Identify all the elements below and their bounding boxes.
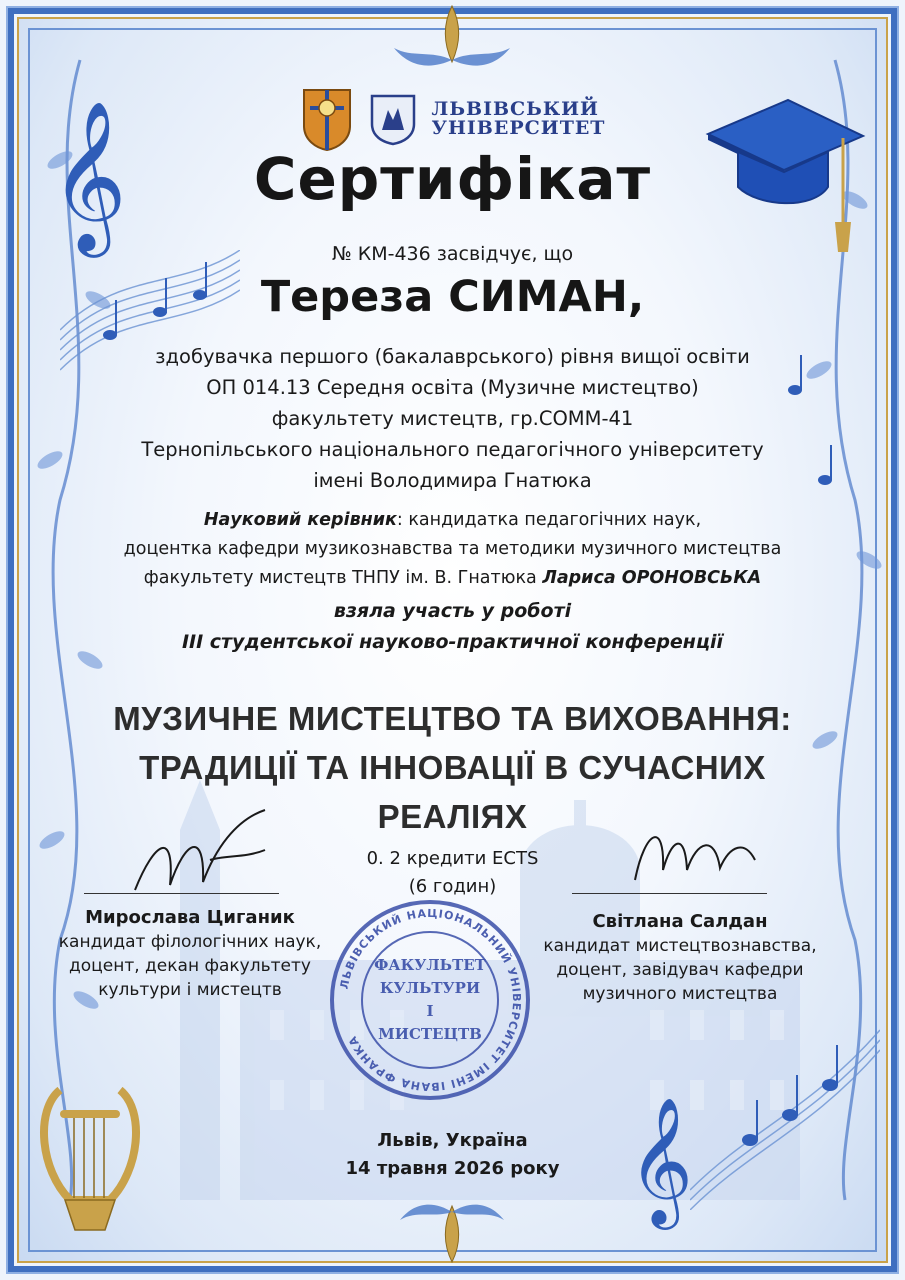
certificate-number: № КМ-436 засвідчує, що <box>331 243 574 265</box>
signer-name: Світлана Салдан <box>592 911 768 932</box>
supervisor-block <box>0 506 905 593</box>
signer-name: Мирослава Циганик <box>85 907 295 928</box>
university-crest-icon <box>300 86 354 152</box>
recipient-name: Тереза СИМАН, <box>260 272 645 322</box>
signature-right <box>605 800 775 905</box>
signature-line-right <box>572 893 767 894</box>
description-line: ОП 014.13 Середня освіта (Музичне мистецтво) <box>206 376 699 399</box>
university-name-line2: УНІВЕРСИТЕТ <box>431 117 606 139</box>
supervisor-line1 <box>0 506 905 535</box>
conference-title-line: МУЗИЧНЕ МИСТЕЦТВО ТА ВИХОВАННЯ: <box>113 700 792 737</box>
treble-clef-icon: 𝄞 <box>50 99 127 251</box>
recipient-description <box>0 341 905 496</box>
signer-title-line: доцент, декан факультету <box>69 956 311 976</box>
supervisor-line2: доцентка кафедри музикознавства та методики музичного мистецтва <box>123 539 782 559</box>
treble-clef-icon: 𝄞 <box>628 1096 694 1224</box>
svg-text:КУЛЬТУРИ: КУЛЬТУРИ <box>379 979 481 997</box>
description-line: факультету мистецтв, гр.СОММ-41 <box>271 407 634 430</box>
university-name-line1: ЛЬВІВСЬКИЙ <box>431 98 600 120</box>
description-line: здобувачка першого (бакалаврського) рівня вищої освіти <box>155 345 750 368</box>
supervisor-degree: : кандидатка педагогічних наук, <box>396 510 702 530</box>
description-line: імені Володимира Гнатюка <box>313 469 592 492</box>
signature-left <box>115 800 285 905</box>
faculty-stamp <box>325 895 535 1105</box>
participation-line: взяла участь у роботі <box>333 600 572 622</box>
svg-text:ФАКУЛЬТЕТ: ФАКУЛЬТЕТ <box>374 956 486 974</box>
date: 14 травня 2026 року <box>345 1158 560 1179</box>
signature-line-left <box>84 893 279 894</box>
svg-text:ЛЬВІВСЬКИЙ НАЦІОНАЛЬНИЙ УНІВЕР: ЛЬВІВСЬКИЙ НАЦІОНАЛЬНИЙ УНІВЕРСИТЕТ ІМЕНІ ІВАНА ФРАНКА <box>337 906 524 1094</box>
participation-statement <box>0 596 905 658</box>
supervisor-label: Науковий керівник <box>203 510 397 530</box>
signer-title-line: культури і мистецтв <box>98 980 282 1000</box>
description-line: Тернопільського національного педагогічного університету <box>141 438 764 461</box>
supervisor-faculty: факультету мистецтв ТНПУ ім. В. Гнатюка <box>143 568 543 588</box>
bottom-flourish-ornament <box>392 1188 512 1268</box>
signer-title-line: кандидат філологічних наук, <box>58 932 322 952</box>
signer-title-line: кандидат мистецтвознавства, <box>543 936 817 956</box>
top-flourish-ornament <box>382 0 522 80</box>
supervisor-name: Лариса ОРОНОВСЬКА <box>542 568 762 588</box>
credits-hours: (6 годин) <box>408 876 497 897</box>
credits-ects: 0. 2 кредити ECTS <box>366 848 539 869</box>
conference-title-line: РЕАЛІЯХ <box>377 798 528 835</box>
university-seal-icon <box>368 92 418 146</box>
participation-line: ІІІ студентської науково-практичної конференції <box>181 631 724 653</box>
signer-right <box>520 910 840 1006</box>
conference-title-line: ТРАДИЦІЇ ТА ІННОВАЦІЇ В СУЧАСНИХ <box>139 749 766 786</box>
supervisor-line3 <box>0 564 905 593</box>
signer-title-line: музичного мистецтва <box>582 984 778 1004</box>
university-name <box>432 100 606 138</box>
svg-text:І: І <box>426 1002 434 1020</box>
svg-text:МИСТЕЦТВ: МИСТЕЦТВ <box>378 1025 482 1043</box>
signer-title-line: доцент, завідувач кафедри <box>556 960 804 980</box>
certificate-title: Сертифікат <box>253 145 652 213</box>
place-and-date <box>0 1127 905 1183</box>
signer-left <box>30 906 350 1002</box>
place: Львів, Україна <box>377 1130 528 1151</box>
